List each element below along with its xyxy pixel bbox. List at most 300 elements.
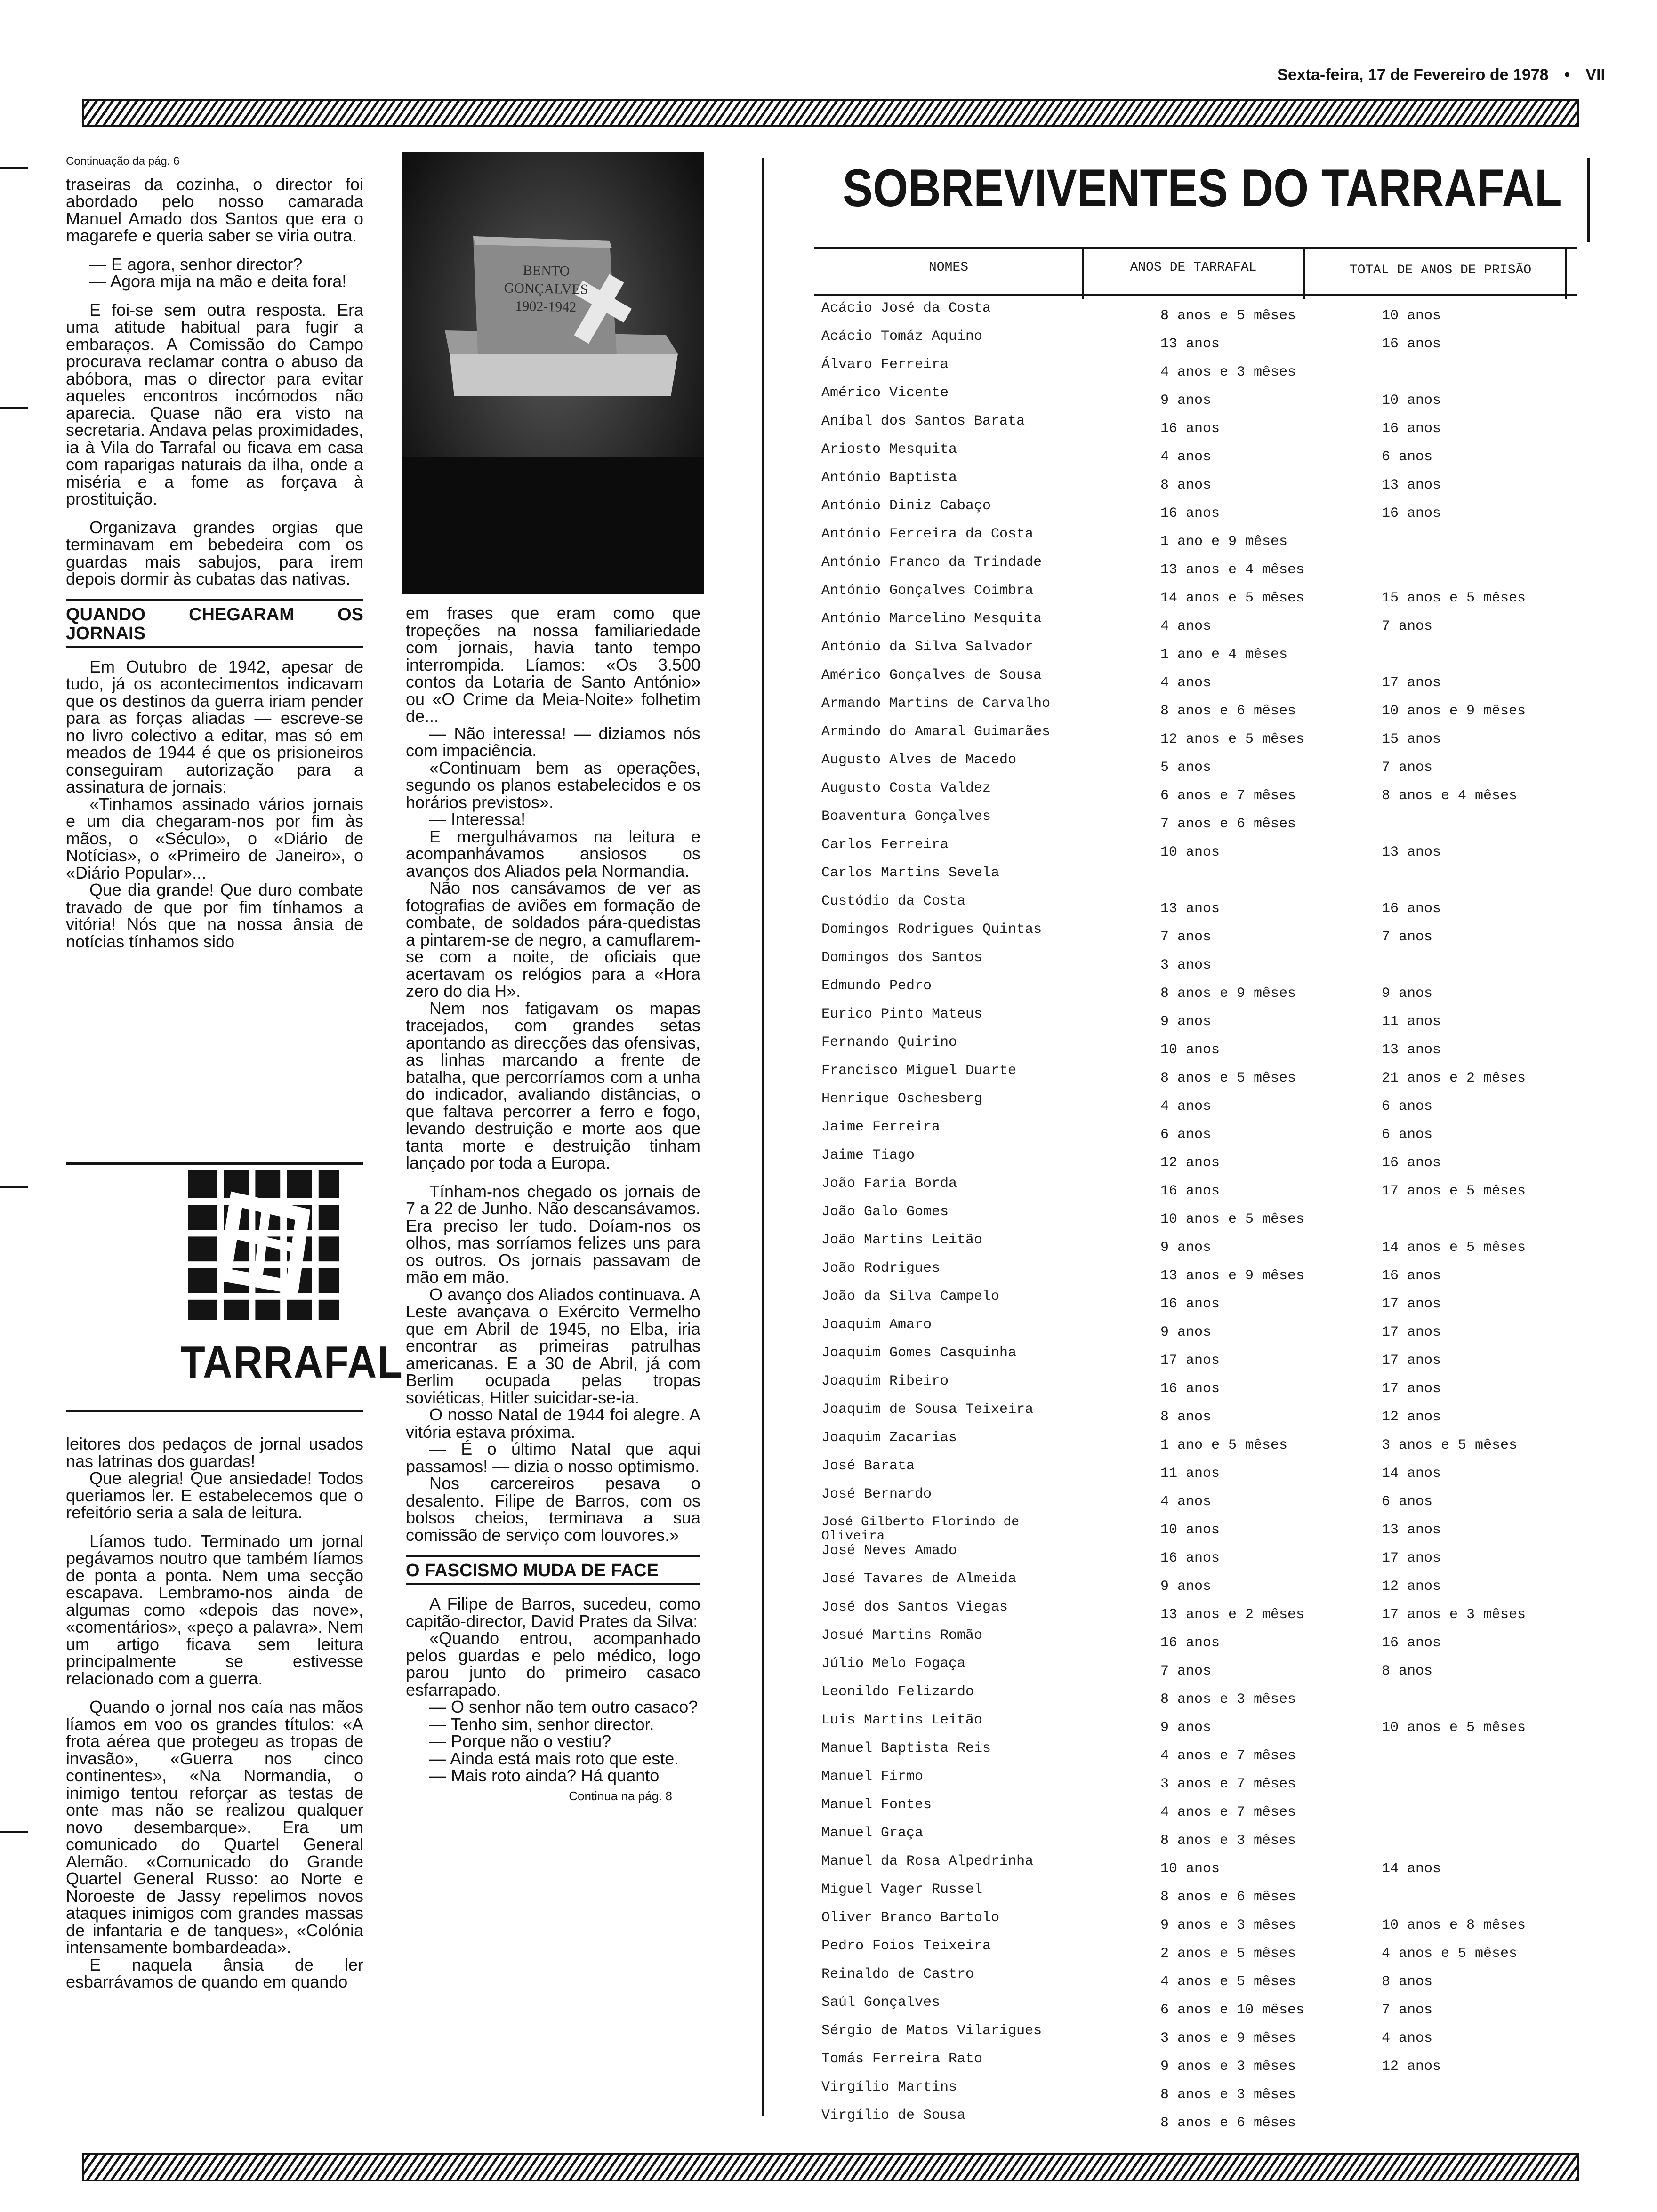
years-in-tarrafal: 10 anos: [1160, 1522, 1220, 1538]
table-row: [821, 1628, 1598, 1657]
survivor-name: António Diniz Cabaço: [821, 498, 991, 514]
table-row: [821, 612, 1598, 640]
years-in-tarrafal: 6 anos e 7 mêses: [1160, 788, 1296, 804]
survivor-name: Manuel Fontes: [821, 1797, 932, 1813]
table-row: [821, 1798, 1598, 1826]
years-in-tarrafal: 5 anos: [1160, 760, 1212, 776]
years-in-tarrafal: 9 anos: [1160, 1579, 1212, 1595]
years-in-tarrafal: 9 anos: [1160, 1014, 1212, 1030]
table-row: [821, 1403, 1598, 1431]
years-in-tarrafal: 16 anos: [1160, 505, 1220, 521]
survivor-name: Joaquim Ribeiro: [821, 1373, 949, 1389]
tombstone-photo: [402, 152, 704, 594]
paragraph: O nosso Natal de 1944 foi alegre. A vitória estava próxima.: [406, 1405, 700, 1442]
table-row: [821, 1233, 1598, 1261]
col-header-names: NOMES: [928, 260, 968, 275]
years-in-tarrafal: 8 anos e 5 mêses: [1160, 308, 1296, 324]
paragraph: traseiras da cozinha, o director foi abordado pelo nosso camarada Manuel Amado dos Santos que era o magarefe e queria saber se viria outra.: [66, 174, 363, 245]
years-in-tarrafal: 8 anos e 6 mêses: [1160, 1889, 1296, 1905]
paragraph: A Filipe de Barros, sucedeu, como capitão-director, David Prates da Silva:: [406, 1594, 700, 1631]
bottom-hatch-rule: [82, 2153, 1579, 2181]
table-row: [821, 442, 1598, 471]
table-column-divider: [1082, 247, 1084, 299]
total-years-imprisoned: 13 anos: [1382, 477, 1441, 493]
margin-mark: [0, 1831, 28, 1833]
total-years-imprisoned: 8 anos e 4 mêses: [1382, 788, 1518, 804]
article-column-2: [406, 605, 700, 1804]
years-in-tarrafal: 8 anos e 3 mêses: [1160, 2087, 1296, 2103]
survivor-name: Henrique Oschesberg: [821, 1091, 983, 1107]
years-in-tarrafal: 1 ano e 5 mêses: [1160, 1437, 1288, 1453]
years-in-tarrafal: 3 anos: [1160, 957, 1212, 973]
survivor-name: José Barata: [821, 1458, 915, 1474]
total-years-imprisoned: 10 anos: [1382, 393, 1441, 409]
survivor-name: Manuel Firmo: [821, 1769, 924, 1785]
table-row: [821, 1148, 1598, 1177]
table-row: [821, 1600, 1598, 1628]
table-row: [821, 555, 1598, 584]
survivor-name: Armindo do Amaral Guimarães: [821, 724, 1051, 740]
table-row: [821, 1431, 1598, 1459]
inscription-line: GONÇALVES: [504, 280, 588, 297]
header-bullet: •: [1564, 66, 1570, 84]
table-row: [821, 1177, 1598, 1205]
tarrafal-logo-title: TARRAFAL: [180, 1337, 403, 1387]
margin-mark: [0, 407, 28, 409]
paragraph: Que dia grande! Que duro combate travado de que por fim tínhamos a vitória! Nós que na nossa ânsia de notícias tínhamos sido: [66, 880, 363, 951]
paragraph: — Interessa!: [429, 809, 526, 829]
table-row: [821, 1515, 1598, 1544]
years-in-tarrafal: 4 anos: [1160, 1098, 1212, 1114]
paragraph: — Ainda está mais roto que este.: [429, 1748, 679, 1768]
table-row: [821, 2108, 1598, 2137]
paragraph: em frases que eram como que tropeções na nossa familiariedade com jornais, havia tanto tempo interrompida. Líamos: «Os 3.500 contos da Lotaria de Santo António» ou «O Crime da Meia-Noite» folhetim de...: [406, 603, 700, 726]
years-in-tarrafal: 9 anos e 3 mêses: [1160, 2059, 1296, 2075]
header-date: Sexta-feira, 17 de Fevereiro de 1978: [1277, 66, 1549, 84]
table-row: [821, 640, 1598, 668]
table-row: [821, 584, 1598, 612]
survivor-name: João Martins Leitão: [821, 1232, 983, 1248]
survivor-name: Carlos Ferreira: [821, 837, 949, 853]
table-row: [821, 922, 1598, 951]
total-years-imprisoned: 7 anos: [1382, 2002, 1433, 2018]
total-years-imprisoned: 10 anos: [1382, 308, 1441, 324]
table-row: [821, 1205, 1598, 1233]
paragraph: E naquela ânsia de ler esbarrávamos de quando em quando: [66, 1955, 363, 1991]
survivor-name: Luis Martins Leitão: [821, 1712, 983, 1728]
survivor-name: António Gonçalves Coimbra: [821, 583, 1034, 599]
col-header-total: TOTAL DE ANOS DE PRISÃO: [1349, 263, 1532, 278]
survivor-name: José dos Santos Viegas: [821, 1599, 1008, 1615]
years-in-tarrafal: 6 anos: [1160, 1127, 1212, 1143]
survivor-name: Virgílio de Sousa: [821, 2108, 966, 2124]
years-in-tarrafal: 8 anos e 5 mêses: [1160, 1070, 1296, 1086]
total-years-imprisoned: 12 anos: [1382, 2059, 1441, 2075]
years-in-tarrafal: 13 anos: [1160, 336, 1220, 352]
table-row: [821, 1741, 1598, 1770]
total-years-imprisoned: 17 anos: [1382, 1296, 1441, 1312]
table-row: [821, 499, 1598, 527]
survivor-name: Manuel Graça: [821, 1825, 924, 1841]
total-years-imprisoned: 4 anos: [1382, 2030, 1433, 2046]
inscription-line: 1902-1942: [515, 298, 577, 315]
total-years-imprisoned: 13 anos: [1382, 1042, 1441, 1058]
continued-to: Continua na pág. 8: [569, 1788, 672, 1803]
total-years-imprisoned: 13 anos: [1382, 1522, 1441, 1538]
table-row: [821, 1967, 1598, 1996]
total-years-imprisoned: 12 anos: [1382, 1579, 1441, 1595]
total-years-imprisoned: 16 anos: [1382, 1635, 1441, 1651]
article-column-1: [66, 153, 363, 962]
years-in-tarrafal: 9 anos: [1160, 1240, 1212, 1256]
years-in-tarrafal: 10 anos: [1160, 1861, 1220, 1877]
survivor-name: Reinaldo de Castro: [821, 1966, 974, 1982]
survivor-name: Américo Gonçalves de Sousa: [821, 667, 1042, 683]
col-header-years: ANOS DE TARRAFAL: [1130, 260, 1257, 275]
years-in-tarrafal: 13 anos e 2 mêses: [1160, 1607, 1305, 1623]
total-years-imprisoned: 9 anos: [1382, 986, 1433, 1002]
margin-mark: [0, 1186, 28, 1188]
years-in-tarrafal: 7 anos: [1160, 1663, 1212, 1679]
total-years-imprisoned: 4 anos e 5 mêses: [1382, 1946, 1518, 1962]
table-row: [821, 809, 1598, 838]
total-years-imprisoned: 7 anos: [1382, 618, 1433, 634]
total-years-imprisoned: 14 anos e 5 mêses: [1382, 1240, 1526, 1256]
table-row: [821, 1713, 1598, 1741]
paragraph: — Porque não o vestiu?: [429, 1731, 611, 1751]
paragraph: — O senhor não tem outro casaco?: [429, 1697, 698, 1716]
years-in-tarrafal: 2 anos e 5 mêses: [1160, 1946, 1296, 1962]
total-years-imprisoned: 16 anos: [1382, 336, 1441, 352]
years-in-tarrafal: 9 anos: [1160, 393, 1212, 409]
paragraph: — Tenho sim, senhor director.: [429, 1714, 654, 1734]
years-in-tarrafal: 12 anos e 5 mêses: [1160, 731, 1305, 747]
total-years-imprisoned: 6 anos: [1382, 1127, 1433, 1143]
years-in-tarrafal: 4 anos: [1160, 618, 1212, 634]
total-years-imprisoned: 10 anos e 5 mêses: [1382, 1720, 1526, 1736]
survivor-name: Francisco Miguel Duarte: [821, 1063, 1017, 1079]
total-years-imprisoned: 10 anos e 9 mêses: [1382, 703, 1526, 719]
table-row: [821, 1996, 1598, 2024]
top-hatch-rule: [82, 99, 1579, 127]
table-row: [821, 1487, 1598, 1515]
years-in-tarrafal: 8 anos: [1160, 1409, 1212, 1425]
years-in-tarrafal: 3 anos e 9 mêses: [1160, 2030, 1296, 2046]
total-years-imprisoned: 17 anos: [1382, 675, 1441, 691]
survivor-name: António da Silva Salvador: [821, 639, 1034, 655]
table-row: [821, 1092, 1598, 1120]
table-column-divider: [1565, 247, 1567, 299]
survivor-name: Joaquim de Sousa Teixeira: [821, 1402, 1034, 1418]
table-left-rule: [762, 158, 764, 2116]
years-in-tarrafal: 16 anos: [1160, 1183, 1220, 1199]
paragraph: — E agora, senhor director?: [89, 254, 303, 274]
survivor-name: Leonildo Felizardo: [821, 1684, 974, 1700]
table-row: [821, 414, 1598, 442]
table-row: [821, 838, 1598, 866]
total-years-imprisoned: 16 anos: [1382, 421, 1441, 437]
table-row: [821, 1120, 1598, 1148]
years-in-tarrafal: 6 anos e 10 mêses: [1160, 2002, 1305, 2018]
table-title: SOBREVIVENTES DO TARRAFAL: [843, 159, 1562, 217]
survivor-name: Ariosto Mesquita: [821, 441, 957, 457]
table-row: [821, 1346, 1598, 1374]
prison-grid-logo: [188, 1170, 339, 1320]
years-in-tarrafal: 17 anos: [1160, 1353, 1220, 1369]
table-row: [821, 1064, 1598, 1092]
survivor-name: Sérgio de Matos Vilarigues: [821, 2023, 1042, 2039]
paragraph: Não nos cansávamos de ver as fotografias de aviões em formação de combate, de soldados pára-quedistas a pintarem-se de negro, a camuflarem-se com a noite, de oficiais que acertavam os relógios para a «Hora zero do dia H».: [406, 878, 700, 1001]
years-in-tarrafal: 9 anos e 3 mêses: [1160, 1917, 1296, 1933]
table-row: [821, 1854, 1598, 1883]
total-years-imprisoned: 16 anos: [1382, 505, 1441, 521]
years-in-tarrafal: 4 anos e 7 mêses: [1160, 1804, 1296, 1820]
total-years-imprisoned: 3 anos e 5 mêses: [1382, 1437, 1518, 1453]
years-in-tarrafal: 1 ano e 9 mêses: [1160, 534, 1288, 550]
years-in-tarrafal: 8 anos e 3 mêses: [1160, 1833, 1296, 1849]
total-years-imprisoned: 17 anos: [1382, 1324, 1441, 1340]
survivor-name: Pedro Foios Teixeira: [821, 1938, 991, 1954]
paragraph: «Quando entrou, acompanhado pelos guardas e pelo médico, logo parou junto do primeiro casaco esfarrapado.: [406, 1628, 700, 1699]
survivor-name: João da Silva Campelo: [821, 1289, 1000, 1305]
table-row: [821, 1544, 1598, 1572]
paragraph: O avanço dos Aliados continuava. A Leste avançava o Exército Vermelho que em Abril de 1945, no Elba, iria encontrar as primeiras patrulhas americanas. E a 30 de Abril, já com Berlim ocupada pelas tropas soviéticas, Hitler suicidar-se-ia.: [406, 1284, 700, 1407]
years-in-tarrafal: 10 anos: [1160, 844, 1220, 860]
years-in-tarrafal: 13 anos e 4 mêses: [1160, 562, 1305, 578]
table-row: [821, 979, 1598, 1007]
total-years-imprisoned: 17 anos: [1382, 1381, 1441, 1397]
survivor-name: Miguel Vager Russel: [821, 1882, 983, 1898]
years-in-tarrafal: 9 anos: [1160, 1324, 1212, 1340]
years-in-tarrafal: 13 anos: [1160, 901, 1220, 917]
survivor-name: Saúl Gonçalves: [821, 1995, 941, 2011]
table-row: [821, 1911, 1598, 1939]
survivor-name: Joaquim Zacarias: [821, 1430, 957, 1446]
table-row: [821, 697, 1598, 725]
continued-from: Continuação da pág. 6: [66, 155, 180, 168]
table-column-divider: [1303, 247, 1305, 299]
table-row: [821, 725, 1598, 753]
total-years-imprisoned: 8 anos: [1382, 1663, 1433, 1679]
table-row: [821, 2024, 1598, 2052]
table-row: [821, 1374, 1598, 1403]
total-years-imprisoned: 21 anos e 2 mêses: [1382, 1070, 1526, 1086]
years-in-tarrafal: 16 anos: [1160, 1296, 1220, 1312]
survivor-name: João Faria Borda: [821, 1176, 957, 1192]
years-in-tarrafal: 16 anos: [1160, 1550, 1220, 1566]
survivor-name: Josué Martins Romão: [821, 1627, 983, 1643]
paragraph: E foi-se sem outra resposta. Era uma atitude habitual para fugir a embaraços. A Comissão do Campo procurava reclamar contra o abuso da abóbora, mas o director para evitar aqueles encontros incómodos não aparecia. Quase não era visto na secretaria. Andava pelas proximidades, ia à Vila do Tarrafal ou ficava em casa com raparigas naturais da ilha, onde a miséria e a fome as forçava à prostituição.: [66, 300, 363, 508]
survivor-name: João Rodrigues: [821, 1260, 941, 1276]
survivor-name: Armando Martins de Carvalho: [821, 696, 1051, 712]
paragraph: Que alegria! Que ansiedade! Todos queriamos ler. E estabelecemos que o refeitório seria a sala de leitura.: [66, 1468, 363, 1522]
table-row: [821, 1939, 1598, 1967]
paragraph: Nem nos fatigavam os mapas tracejados, com grandes setas apontando as direcções das ofensivas, as linhas marcando a frente de batalha, que percorríamos com a unha do indicador, avaliando distâncias, o que faltava percorrer a ferro e fogo, levando destruição e morte aos que tanta morte e destruição tinham lançado por toda a Europa.: [406, 998, 700, 1172]
survivor-name: António Marcelino Mesquita: [821, 611, 1042, 627]
years-in-tarrafal: 12 anos: [1160, 1155, 1220, 1171]
table-row: [821, 329, 1598, 358]
table-right-rule: [1587, 158, 1590, 242]
table-row: [821, 1007, 1598, 1035]
table-row: [821, 2052, 1598, 2080]
total-years-imprisoned: 6 anos: [1382, 1494, 1433, 1510]
years-in-tarrafal: 8 anos: [1160, 477, 1212, 493]
table-row: [821, 951, 1598, 979]
table-row: [821, 1290, 1598, 1318]
section-heading: QUANDO CHEGARAM OS JORNAIS: [66, 599, 363, 648]
table-row: [821, 1657, 1598, 1685]
survivor-name: Manuel Baptista Reis: [821, 1740, 991, 1756]
survivors-table: [821, 300, 1584, 2131]
survivor-name: António Ferreira da Costa: [821, 526, 1034, 542]
table-row: [821, 1770, 1598, 1798]
total-years-imprisoned: 17 anos: [1382, 1550, 1441, 1566]
paragraph: Em Outubro de 1942, apesar de tudo, já os acontecimentos indicavam que os destinos da guerra iriam pender para as forças aliadas — escreve-se no livro colectivo a editar, mas só em meados de 1944 é que os prisioneiros conseguiram autorização para a assinatura de jornais:: [66, 657, 363, 796]
survivor-name: Edmundo Pedro: [821, 978, 932, 994]
years-in-tarrafal: 9 anos: [1160, 1720, 1212, 1736]
total-years-imprisoned: 15 anos e 5 mêses: [1382, 590, 1526, 606]
survivor-name: Fernando Quirino: [821, 1034, 957, 1050]
table-row: [821, 1459, 1598, 1487]
paragraph: Nos carcereiros pesava o desalento. Filipe de Barros, com os bolsos cheios, terminava a sua comissão de serviço com louvores.»: [406, 1474, 700, 1545]
years-in-tarrafal: 8 anos e 6 mêses: [1160, 2115, 1296, 2131]
paragraph: Líamos tudo. Terminado um jornal pegávamos noutro que também líamos de ponta a ponta. Nem uma secção escapava. Lembramo-nos ainda de algumas como «depois das nove», «comentários», «peço a palavra». Nem um artigo ficava sem leitura principalmente se estivesse relacionado com a guerra.: [66, 1531, 363, 1688]
table-row: [821, 1685, 1598, 1713]
years-in-tarrafal: 10 anos e 5 mêses: [1160, 1211, 1305, 1227]
inscription-line: BENTO: [523, 263, 570, 279]
paragraph: Organizava grandes orgias que terminavam em bebedeira com os guardas mais sabujos, para irem depois dormir às cubatas das nativas.: [66, 517, 363, 588]
total-years-imprisoned: 16 anos: [1382, 1155, 1441, 1171]
survivor-name: Joaquim Amaro: [821, 1317, 932, 1333]
total-years-imprisoned: 14 anos: [1382, 1861, 1441, 1877]
total-years-imprisoned: 16 anos: [1382, 901, 1441, 917]
years-in-tarrafal: 13 anos e 9 mêses: [1160, 1268, 1305, 1284]
survivor-name: Júlio Melo Fogaça: [821, 1656, 966, 1672]
years-in-tarrafal: 4 anos: [1160, 449, 1212, 465]
years-in-tarrafal: 8 anos e 6 mêses: [1160, 703, 1296, 719]
survivor-name: José Neves Amado: [821, 1543, 957, 1559]
margin-mark: [0, 167, 28, 169]
survivor-name: José Tavares de Almeida: [821, 1571, 1017, 1587]
total-years-imprisoned: 13 anos: [1382, 844, 1441, 860]
table-row: [821, 668, 1598, 697]
tombstone-photo-image: [402, 152, 704, 594]
paragraph: Quando o jornal nos caía nas mãos líamos em voo os grandes títulos: «A frota aérea que protegeu as tropas de invasão», «Guerra nos cinco continentes», «Na Normandia, o inimigo tentou reforçar as testas de onte mas não se realizou qualquer novo desembarque». Era um comunicado do Quartel General Alemão. «Comunicado do Grande Quartel General Russo: ao Norte e Noroeste de Jassy repelimos novos ataques inimigos com grandes massas de infantaria e de tanques», «Colónia intensamente bombardeada».: [66, 1697, 363, 1957]
table-header: [814, 247, 1577, 296]
paragraph: — É o último Natal que aqui passamos! — dizia o nosso optimismo.: [406, 1439, 700, 1476]
years-in-tarrafal: 8 anos e 9 mêses: [1160, 986, 1296, 1002]
tarrafal-logo-box: [66, 1162, 403, 1412]
paragraph: Tínham-nos chegado os jornais de 7 a 22 de Junho. Não descansávamos. Era preciso ler tudo. Doíam-nos os olhos, mas sorríamos felizes uns para os outros. Os jornais passavam de mão em mão.: [406, 1181, 700, 1287]
tombstone-inscription: [491, 261, 601, 317]
survivor-name: Augusto Costa Valdez: [821, 780, 991, 796]
survivor-name: Américo Vicente: [821, 385, 949, 401]
years-in-tarrafal: 4 anos: [1160, 1494, 1212, 1510]
years-in-tarrafal: 4 anos: [1160, 675, 1212, 691]
total-years-imprisoned: 8 anos: [1382, 1974, 1433, 1990]
paragraph: — Mais roto ainda? Há quanto: [429, 1766, 660, 1785]
paragraph: «Tinhamos assinado vários jornais e um dia chegaram-nos por fim às mãos, o «Século», o «Diário de Notícias», o «Primeiro de Janeiro», o «Diário Popular»...: [66, 794, 363, 882]
total-years-imprisoned: 7 anos: [1382, 760, 1433, 776]
table-row: [821, 301, 1598, 329]
years-in-tarrafal: 11 anos: [1160, 1466, 1220, 1482]
survivor-name: Manuel da Rosa Alpedrinha: [821, 1853, 1034, 1869]
years-in-tarrafal: 16 anos: [1160, 1381, 1220, 1397]
survivor-name: Domingos dos Santos: [821, 950, 983, 966]
years-in-tarrafal: 4 anos e 5 mêses: [1160, 1974, 1296, 1990]
survivor-name: Domingos Rodrigues Quintas: [821, 922, 1042, 938]
years-in-tarrafal: 16 anos: [1160, 421, 1220, 437]
table-row: [821, 781, 1598, 809]
page-number: VII: [1585, 66, 1605, 84]
survivor-name: Álvaro Ferreira: [821, 357, 949, 373]
table-row: [821, 1572, 1598, 1600]
page-header: [1205, 66, 1605, 88]
paragraph: «Continuam bem as operações, segundo os planos estabelecidos e os horários previstos».: [406, 758, 700, 812]
table-row: [821, 866, 1598, 894]
total-years-imprisoned: 17 anos e 3 mêses: [1382, 1607, 1526, 1623]
article-column-1-continued: [66, 1435, 363, 2002]
paragraph: — Agora mija na mão e deita fora!: [89, 272, 347, 291]
table-row: [821, 2080, 1598, 2108]
survivor-name: Boaventura Gonçalves: [821, 809, 991, 825]
table-row: [821, 471, 1598, 499]
survivor-name: Tomás Ferreira Rato: [821, 2051, 983, 2067]
total-years-imprisoned: 6 anos: [1382, 1098, 1433, 1114]
years-in-tarrafal: 4 anos e 7 mêses: [1160, 1748, 1296, 1764]
survivor-name: João Galo Gomes: [821, 1204, 949, 1220]
years-in-tarrafal: 7 anos e 6 mêses: [1160, 816, 1296, 832]
years-in-tarrafal: 8 anos e 3 mêses: [1160, 1691, 1296, 1707]
total-years-imprisoned: 6 anos: [1382, 449, 1433, 465]
survivor-name: José Bernardo: [821, 1486, 932, 1502]
total-years-imprisoned: 12 anos: [1382, 1409, 1441, 1425]
table-row: [821, 753, 1598, 781]
years-in-tarrafal: 1 ano e 4 mêses: [1160, 647, 1288, 663]
table-row: [821, 527, 1598, 555]
survivor-name: António Baptista: [821, 470, 957, 486]
total-years-imprisoned: 10 anos e 8 mêses: [1382, 1917, 1526, 1933]
total-years-imprisoned: 7 anos: [1382, 929, 1433, 945]
survivor-name: Virgílio Martins: [821, 2079, 957, 2095]
survivor-name: Eurico Pinto Mateus: [821, 1006, 983, 1022]
total-years-imprisoned: 14 anos: [1382, 1466, 1441, 1482]
years-in-tarrafal: 7 anos: [1160, 929, 1212, 945]
years-in-tarrafal: 14 anos e 5 mêses: [1160, 590, 1305, 606]
survivor-name: Joaquim Gomes Casquinha: [821, 1345, 1017, 1361]
table-row: [821, 1883, 1598, 1911]
years-in-tarrafal: 10 anos: [1160, 1042, 1220, 1058]
years-in-tarrafal: 3 anos e 7 mêses: [1160, 1776, 1296, 1792]
table-row: [821, 358, 1598, 386]
table-row: [821, 1318, 1598, 1346]
survivor-name: António Franco da Trindade: [821, 554, 1042, 570]
survivor-name: Acácio José da Costa: [821, 300, 991, 316]
survivor-name: José Gilberto Florindo de Oliveira: [821, 1515, 1020, 1544]
table-row: [821, 1826, 1598, 1854]
table-row: [821, 1035, 1598, 1064]
section-heading: O FASCISMO MUDA DE FACE: [406, 1555, 700, 1585]
years-in-tarrafal: 4 anos e 3 mêses: [1160, 364, 1296, 380]
paragraph: — Não interessa! — diziamos nós com impaciência.: [406, 723, 700, 760]
table-row: [821, 1261, 1598, 1290]
survivor-name: Jaime Ferreira: [821, 1119, 941, 1135]
survivor-name: Jaime Tiago: [821, 1147, 915, 1163]
total-years-imprisoned: 16 anos: [1382, 1268, 1441, 1284]
survivor-name: Oliver Branco Bartolo: [821, 1910, 1000, 1926]
years-in-tarrafal: 16 anos: [1160, 1635, 1220, 1651]
survivor-name: Acácio Tomáz Aquino: [821, 329, 983, 345]
